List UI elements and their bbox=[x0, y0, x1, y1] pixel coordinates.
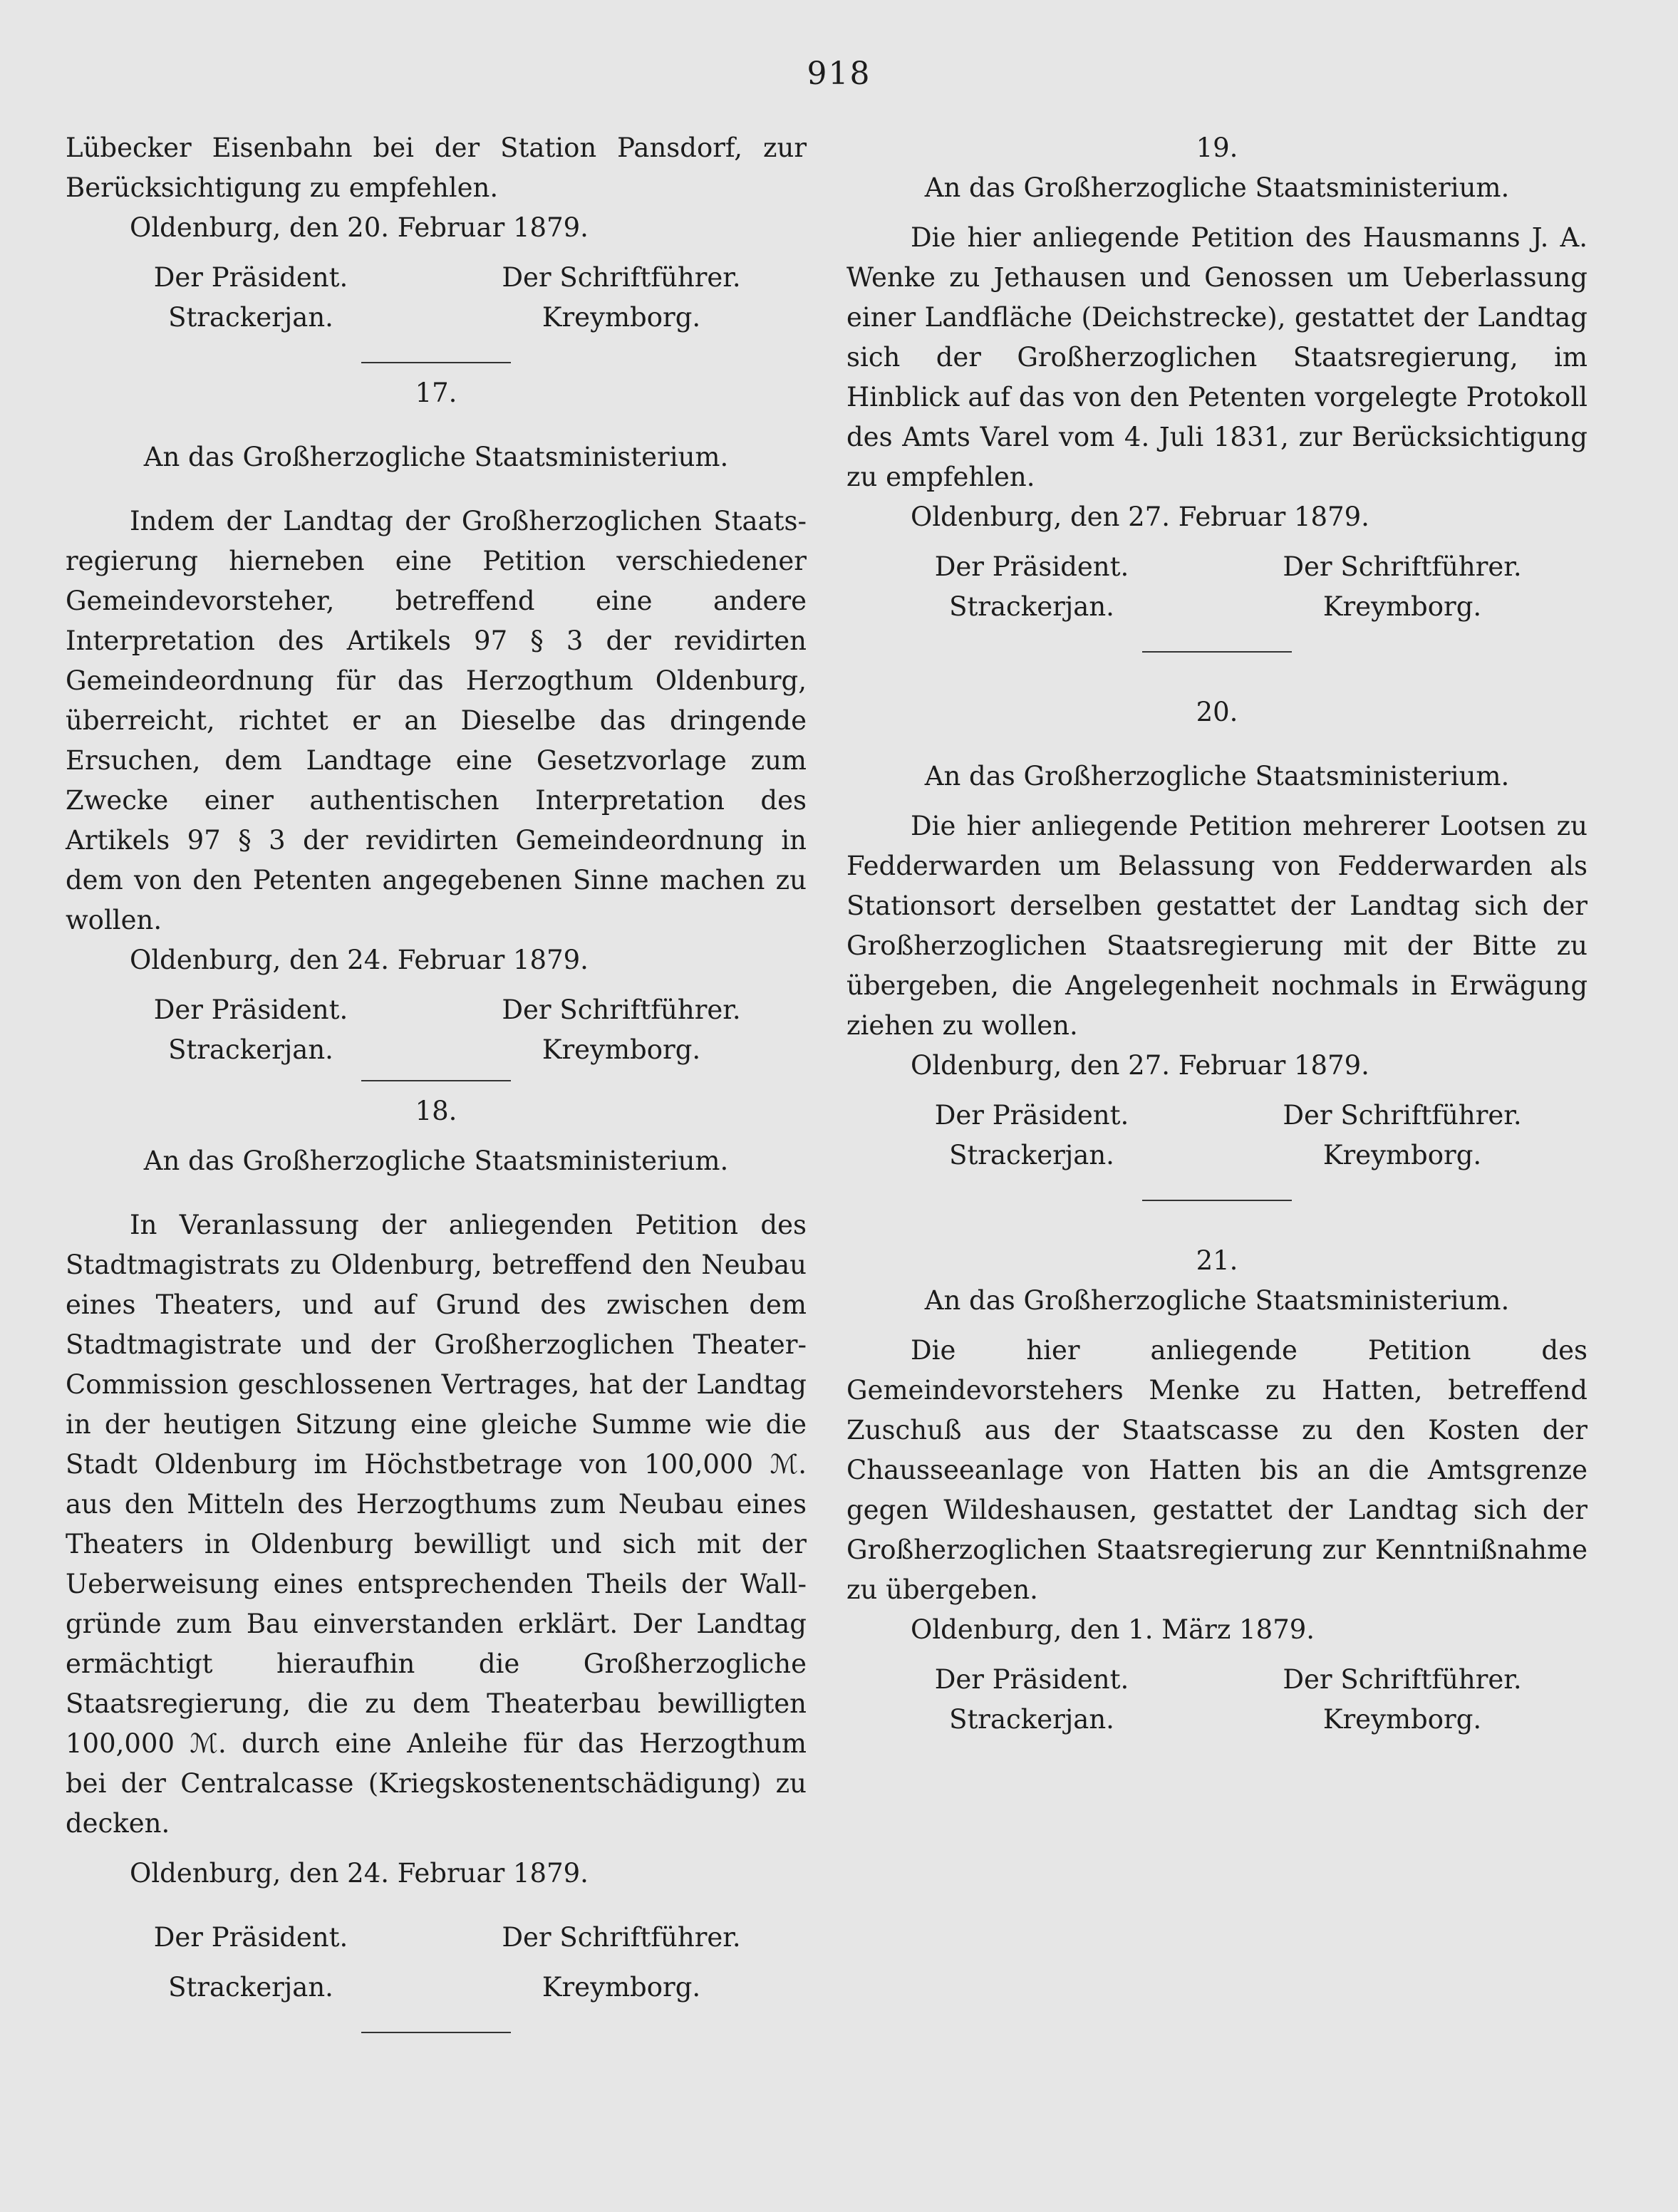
section-number: 19. bbox=[1196, 133, 1238, 163]
date-line: Oldenburg, den 20. Februar 1879. bbox=[130, 212, 589, 243]
section-number: 20. bbox=[1196, 697, 1238, 727]
president-name: Strackerjan. bbox=[168, 1034, 333, 1065]
section-number: 17. bbox=[415, 378, 457, 408]
signature-block bbox=[66, 1918, 807, 2008]
continued-paragraph: Lübecker Eisenbahn bei der Station Pansdorf, zur Berücksichtigung zu empfehlen. bbox=[66, 133, 807, 203]
secretary-title: Der Schriftführer. bbox=[1283, 1664, 1522, 1695]
section-heading: An das Großherzogliche Staatsministerium. bbox=[143, 1146, 729, 1176]
signature-block bbox=[846, 547, 1588, 627]
secretary-name: Kreymborg. bbox=[1322, 1704, 1482, 1735]
section-heading: An das Großherzogliche Staatsministerium. bbox=[924, 172, 1510, 203]
section-divider bbox=[361, 2032, 511, 2033]
section-body: Die hier anliegende Petition mehrerer Lootsen zu Fedderwarden um Belassung von Fedderwarden als Stationsort derselben gestattet der Landtag sich der Großherzoglichen Staatsregierung mit der Bitte zu übergeben, die Angelegenheit nochmals in Erwägung ziehen zu wollen. bbox=[846, 811, 1588, 1041]
signature-block bbox=[66, 258, 807, 338]
secretary-title: Der Schriftführer. bbox=[502, 262, 741, 293]
secretary-title: Der Schriftführer. bbox=[1283, 551, 1522, 582]
date-line: Oldenburg, den 24. Februar 1879. bbox=[130, 945, 589, 975]
signature-block bbox=[66, 990, 807, 1070]
date-line: Oldenburg, den 24. Februar 1879. bbox=[130, 1858, 589, 1889]
president-title: Der Präsident. bbox=[934, 1664, 1129, 1695]
secretary-title: Der Schriftführer. bbox=[1283, 1100, 1522, 1131]
section-number: 21. bbox=[1196, 1245, 1238, 1276]
section-body: Die hier anliegende Petition des Hausmanns J. A. Wenke zu Jethausen und Genossen um Ueberlassung einer Landfläche (Deichstrecke), gestattet der Landtag sich der Großherzoglichen Staatsregierung, im Hinblick auf das von den Petenten vorgelegte Protokoll des Amts Varel vom 4. Juli 1831, zur Berücksichtigung zu empfehlen. bbox=[846, 222, 1588, 492]
president-title: Der Präsident. bbox=[153, 1922, 348, 1953]
signature-block bbox=[846, 1660, 1588, 1740]
section-heading: An das Großherzogliche Staatsministerium. bbox=[143, 442, 729, 472]
section-heading: An das Großherzogliche Staatsministerium. bbox=[924, 1285, 1510, 1316]
president-title: Der Präsident. bbox=[153, 262, 348, 293]
president-name: Strackerjan. bbox=[168, 1972, 333, 2003]
section-body: In Veranlassung der anliegenden Petition des Stadtmagistrats zu Oldenburg, betreffend den Neubau eines Theaters, und auf Grund des zwischen dem Stadtmagistrate und der Großherzoglichen Theater-Commission geschlossenen Vertrages, hat der Landtag in der heutigen Sitzung eine gleiche Summe wie die Stadt Oldenburg im Höchstbetrage von 100,000 ℳ. aus den Mitteln des Herzogthums zum Neubau eines Theaters in Oldenburg bewilligt und sich mit der Ueberweisung eines entsprechenden Theils der Wallgründe zum Bau einverstanden erklärt. Der Landtag ermächtigt hieraufhin die Großherzogliche Staatsregierung, die zu dem Theaterbau bewilligten 100,000 ℳ. durch eine Anleihe für das Herzogthum bei der Centralcasse (Kriegskostenentschädigung) zu decken. bbox=[66, 1210, 807, 1839]
secretary-title: Der Schriftführer. bbox=[502, 995, 741, 1025]
section-heading: An das Großherzogliche Staatsministerium. bbox=[924, 761, 1510, 791]
date-line: Oldenburg, den 27. Februar 1879. bbox=[911, 1050, 1369, 1081]
signature-block bbox=[846, 1096, 1588, 1175]
section-body: Die hier anliegende Petition des Gemeindevorstehers Menke zu Hatten, betreffend Zuschuß aus der Staatscasse zu den Kosten der Chausseeanlage von Hatten bis an die Amtsgrenze gegen Wildeshausen, gestattet der Landtag sich der Großherzoglichen Staatsregierung zur Kenntnißnahme zu übergeben. bbox=[846, 1335, 1588, 1605]
president-title: Der Präsident. bbox=[153, 995, 348, 1025]
secretary-name: Kreymborg. bbox=[542, 302, 701, 333]
secretary-name: Kreymborg. bbox=[1322, 1140, 1482, 1170]
secretary-name: Kreymborg. bbox=[1322, 591, 1482, 622]
secretary-name: Kreymborg. bbox=[542, 1972, 701, 2003]
left-column bbox=[66, 128, 807, 2033]
date-line: Oldenburg, den 27. Februar 1879. bbox=[911, 502, 1369, 532]
date-line: Oldenburg, den 1. März 1879. bbox=[911, 1614, 1315, 1645]
president-name: Strackerjan. bbox=[949, 1140, 1114, 1170]
president-name: Strackerjan. bbox=[168, 302, 333, 333]
right-column bbox=[846, 128, 1588, 1740]
president-name: Strackerjan. bbox=[949, 1704, 1114, 1735]
secretary-title: Der Schriftführer. bbox=[502, 1922, 741, 1953]
section-number: 18. bbox=[415, 1096, 457, 1126]
page-number: 918 bbox=[807, 56, 871, 92]
section-body: Indem der Landtag der Großherzoglichen Staatsregierung hierneben eine Petition verschiedener Gemeindevorsteher, betreffend eine andere Interpretation des Artikels 97 § 3 der revidirten Gemeindeordnung für das Herzogthum Oldenburg, überreicht, richtet er an Dieselbe das dringende Ersuchen, dem Landtage eine Gesetzvorlage zum Zwecke einer authentischen Interpretation des Artikels 97 § 3 der revidirten Gemeindeordnung in dem von den Petenten angegebenen Sinne machen zu wollen. bbox=[66, 506, 807, 935]
president-title: Der Präsident. bbox=[934, 1100, 1129, 1131]
secretary-name: Kreymborg. bbox=[542, 1034, 701, 1065]
president-name: Strackerjan. bbox=[949, 591, 1114, 622]
president-title: Der Präsident. bbox=[934, 551, 1129, 582]
